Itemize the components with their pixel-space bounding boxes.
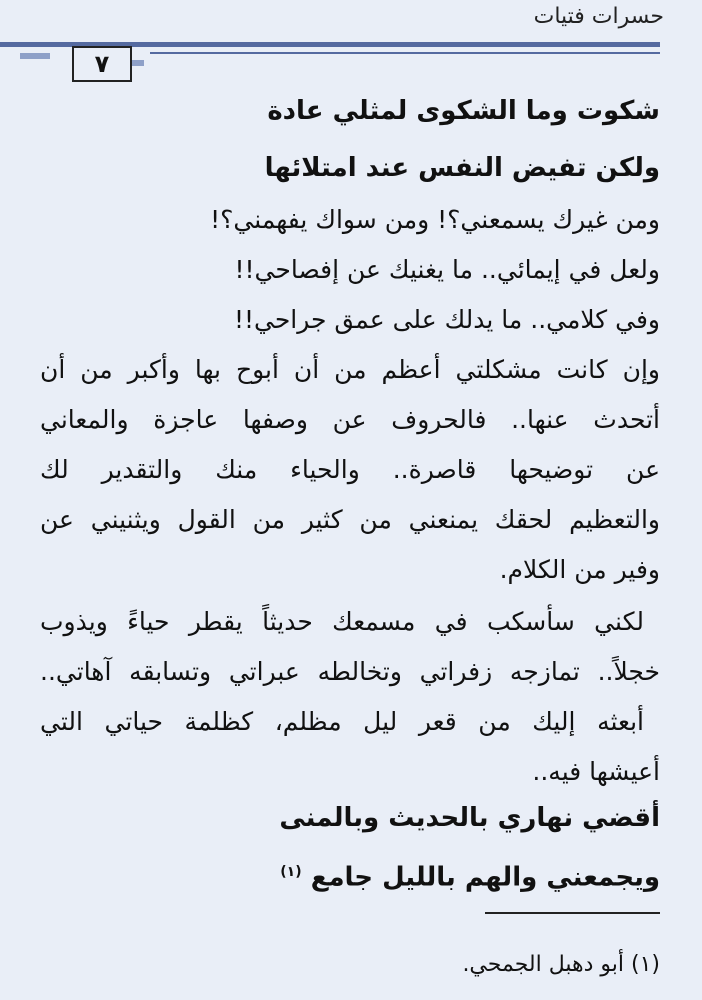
header-rule-thin: [150, 52, 660, 54]
text-line-13: أبعثه إليك من قعر ليل مظلم، كظلمة حياتي التي: [40, 707, 644, 736]
footnote-marker: (١): [280, 864, 302, 880]
text-line-10: وفير من الكلام.: [499, 555, 660, 584]
text-line-6: وإن كانت مشكلتي أعظم من أن أبوح بها وأكبر من أن: [40, 355, 660, 384]
text-line-8: عن توضيحها قاصرة.. والحياء منك والتقدير لك: [40, 455, 660, 484]
verse-line-15: أقضي نهاري بالحديث وبالمنى: [279, 803, 660, 833]
page-number: ٧: [72, 46, 132, 82]
header-rule-stub-2: [132, 60, 144, 66]
text-line-4: ولعل في إيمائي.. ما يغنيك عن إفصاحي!!: [234, 255, 660, 284]
header-rule-stub: [20, 53, 50, 59]
text-line-14: أعيشها فيه..: [532, 757, 660, 786]
text-line-12: خجلاً.. تمازجه زفراتي وتخالطه عبراتي وتسابقه آهاتي..: [40, 657, 660, 686]
text-line-9: والتعظيم لحقك يمنعني من كثير من القول ويثنيني عن: [40, 505, 660, 534]
footnote-text: (١) أبو دهبل الجمحي.: [462, 952, 660, 977]
text-line-7: أتحدث عنها.. فالحروف عن وصفها عاجزة والمعاني: [40, 405, 660, 434]
verse-line-1: شكوت وما الشكوى لمثلي عادة: [267, 96, 660, 126]
verse-line-2: ولكن تفيض النفس عند امتلائها: [264, 153, 660, 183]
text-line-11: لكني سأسكب في مسمعك حديثاً يقطر حياءً ويذوب: [40, 607, 644, 636]
verse-line-16-text: ويجمعني والهم بالليل جامع: [310, 862, 660, 893]
text-line-3: ومن غيرك يسمعني؟! ومن سواك يفهمني؟!: [210, 205, 660, 234]
footnote-rule: [485, 912, 660, 914]
verse-line-16: [280, 856, 660, 894]
text-line-5: وفي كلامي.. ما يدلك على عمق جراحي!!: [233, 305, 660, 334]
running-title: حسرات فتيات: [533, 4, 664, 29]
